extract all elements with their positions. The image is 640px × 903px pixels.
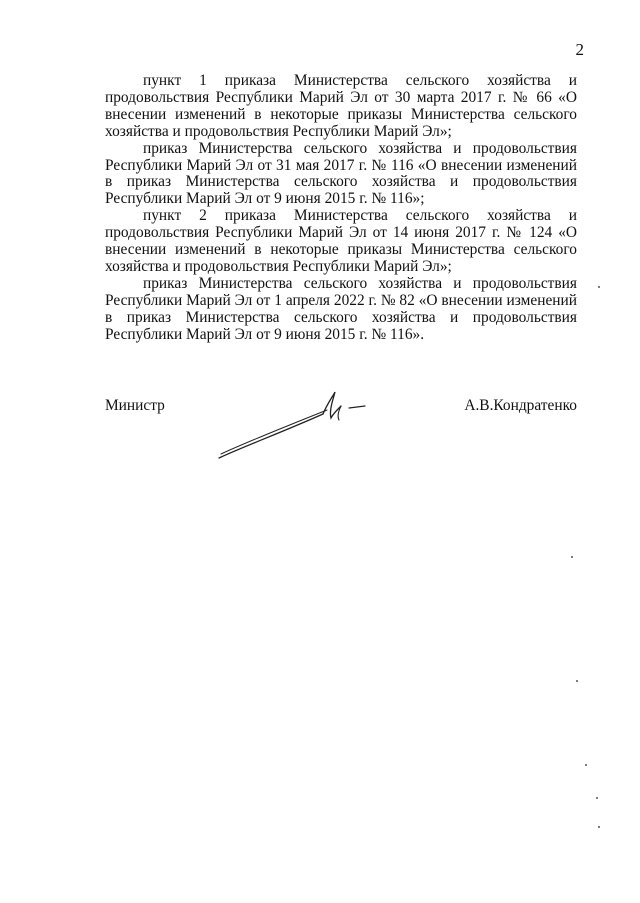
page-number: 2 bbox=[575, 40, 584, 59]
scan-speck bbox=[598, 826, 600, 828]
paragraph-3: пункт 2 приказа Министерства сельского хозяйства и продовольствия Республики Марий Эл от 14 июня 2017 г. № 124 «О внесении изменений в некоторые приказы Министерства сельского хозяйства и продовольствия Республики Марий Эл»; bbox=[105, 207, 577, 275]
paragraph-2: приказ Министерства сельского хозяйства и продовольствия Республики Марий Эл от 31 мая 2017 г. № 116 «О внесении изменений в приказ Министерства сельского хозяйства и продовольствия Республики Марий Эл от 9 июня 2015 г. № 116»; bbox=[105, 139, 577, 208]
scan-speck bbox=[585, 764, 587, 766]
scan-speck bbox=[596, 797, 598, 799]
scan-speck bbox=[576, 680, 578, 682]
paragraph-1: пункт 1 приказа Министерства сельского хозяйства и продовольствия Республики Марий Эл от 30 марта 2017 г. № 66 «О внесении изменений в некоторые приказы Министерства сельского хозяйства и продовольствия Республики Марий Эл»; bbox=[105, 72, 577, 140]
document-body bbox=[105, 73, 577, 344]
handwritten-signature bbox=[215, 386, 375, 466]
signatory-name: А.В.Кондратенко bbox=[464, 397, 577, 414]
signatory-title: Министр bbox=[105, 397, 165, 414]
paragraph-4: приказ Министерства сельского хозяйства и продовольствия Республики Марий Эл от 1 апреля 2022 г. № 82 «О внесении изменений в приказ Министерства сельского хозяйства и продовольствия Республики Марий Эл от 9 июня 2015 г. № 116». bbox=[105, 274, 577, 343]
scan-speck bbox=[571, 556, 573, 558]
scan-speck bbox=[598, 286, 600, 288]
